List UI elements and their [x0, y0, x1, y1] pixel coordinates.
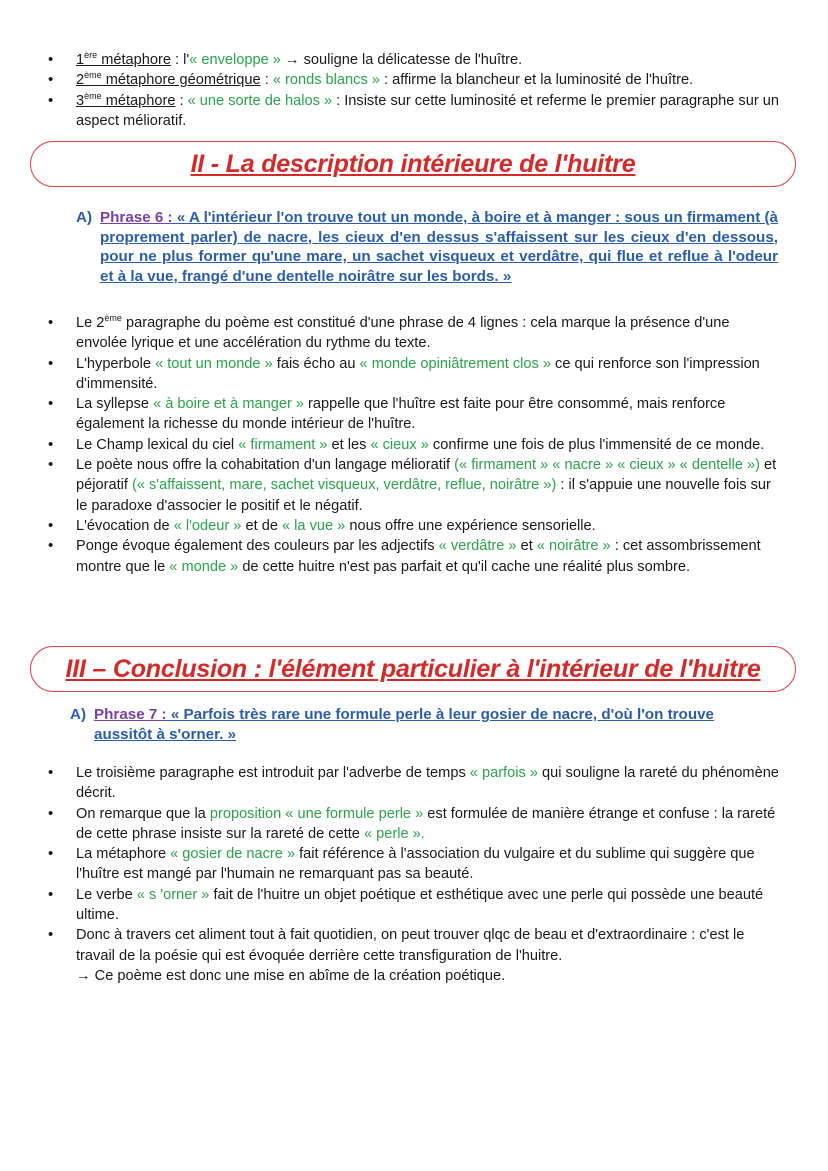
quote: « enveloppe » — [189, 52, 281, 68]
bullet: • — [48, 71, 54, 89]
list-item: • Le verbe « s 'orner » fait de l'huitre un objet poétique et esthétique avec une perle qui possède une beauté ultime. — [48, 885, 764, 924]
phrase-text: « Parfois très rare une formule perle à leur gosier de nacre, d'où l'on trouve aussitôt à s'orner. » — [94, 706, 714, 743]
phrase-7 — [70, 705, 772, 744]
phrase-text: « A l'intérieur l'on trouve tout un monde, à boire et à manger : sous un firmament (à proprement parler) de nacre, les cieux d'en dessus s'affaissent sur les cieux d'en dessous, pour ne plus former qu'une mare, un sachet visqueux et verdâtre, qui flue et reflue à l'odeur et à la vue, frangé d'une dentelle noirâtre sur les bords. » — [100, 209, 778, 285]
analysis-list-2 — [0, 313, 828, 577]
phrase-6 — [76, 208, 778, 286]
list-item: • L'évocation de « l'odeur » et de « la vue » nous offre une expérience sensorielle. — [48, 516, 596, 534]
phrase-name: Phrase 7 : — [94, 706, 167, 723]
list-item: • Ponge évoque également des couleurs par les adjectifs « verdâtre » et « noirâtre » : cet assombrissement montre que le « monde » de cette huitre n'est pas parfait et qu'il cache une réalité plus sombre. — [48, 537, 761, 575]
section-2-header — [30, 141, 796, 187]
metaphor-label: 3ème métaphore — [76, 90, 176, 109]
bullet: • — [48, 51, 54, 68]
analysis-list-3 — [0, 763, 828, 986]
metaphor-label: 2ème métaphore géométrique — [76, 70, 261, 89]
list-item: • La métaphore « gosier de nacre » fait référence à l'association du vulgaire et du sublime qui suggère que l'huître est mangé par l'humain ne remarquant pas sa beauté. — [48, 845, 755, 883]
metaphor-label: 1ère métaphore — [76, 50, 171, 68]
quote: « une sorte de halos » — [187, 92, 333, 109]
list-item: • On remarque que la proposition « une formule perle » est formulée de manière étrange et confuse : la rareté de cette phrase insiste sur la rareté de cette « perle ». — [48, 804, 776, 842]
metaphor-list — [0, 50, 828, 131]
phrase-letter: A) — [76, 209, 93, 226]
phrase-name: Phrase 6 : — [100, 209, 173, 226]
list-item: • L'hyperbole « tout un monde » fais écho au « monde opiniâtrement clos » ce qui renforce son l'impression d'immensité. — [48, 354, 760, 392]
quote: « ronds blancs » — [272, 72, 380, 89]
list-item: • Le poète nous offre la cohabitation d'un langage mélioratif (« firmament » « nacre » « cieux » « dentelle ») et péjoratif (« s'affaissent, mare, sachet visqueux, verdâtre, reflue, noirâtre ») : il s'appuie une nouvelle fois sur le paradoxe d'associer le positif et le négatif. — [48, 456, 777, 514]
list-item: • La syllepse « à boire et à manger » rappelle que l'huître est faite pour être consommé, mais renforce également la richesse du monde intérieur de l'huître. — [48, 395, 726, 433]
conclusion-arrow: → Ce poème est donc une mise en abîme de la création poétique. — [76, 967, 506, 984]
list-item: • Le 2ème paragraphe du poème est constitué d'une phrase de 4 lignes : cela marque la présence d'une envolée lyrique et une accélération du rythme du texte. — [48, 313, 730, 352]
section-3-header — [30, 646, 796, 692]
bullet: • — [48, 91, 54, 109]
section-title: II - La description intérieure de l'huitre — [190, 149, 636, 178]
phrase-letter: A) — [70, 706, 87, 723]
list-item: • 1ère métaphore : l'« enveloppe » → souligne la délicatesse de l'huître. — [0, 50, 828, 70]
list-item: • Le troisième paragraphe est introduit par l'adverbe de temps « parfois » qui souligne la rareté du phénomène décrit. — [48, 764, 779, 802]
list-item: • 3ème métaphore : « une sorte de halos » : Insiste sur cette luminosité et referme le premier paragraphe sur un aspect mélioratif. — [48, 90, 779, 129]
list-item: • 2ème métaphore géométrique : « ronds blancs » : affirme la blancheur et la luminosité de l'huître. — [0, 70, 828, 90]
list-item: • Le Champ lexical du ciel « firmament » et les « cieux » confirme une fois de plus l'immensité de ce monde. — [48, 435, 765, 453]
list-item: • Donc à travers cet aliment tout à fait quotidien, on peut trouver qlqc de beau et d'extraordinaire : c'est le travail de la poésie qui est évoquée derrière cette transfiguration de l'huitre. — [48, 926, 745, 964]
section-title: III – Conclusion : l'élément particulier à l'intérieur de l'huitre — [65, 654, 761, 683]
